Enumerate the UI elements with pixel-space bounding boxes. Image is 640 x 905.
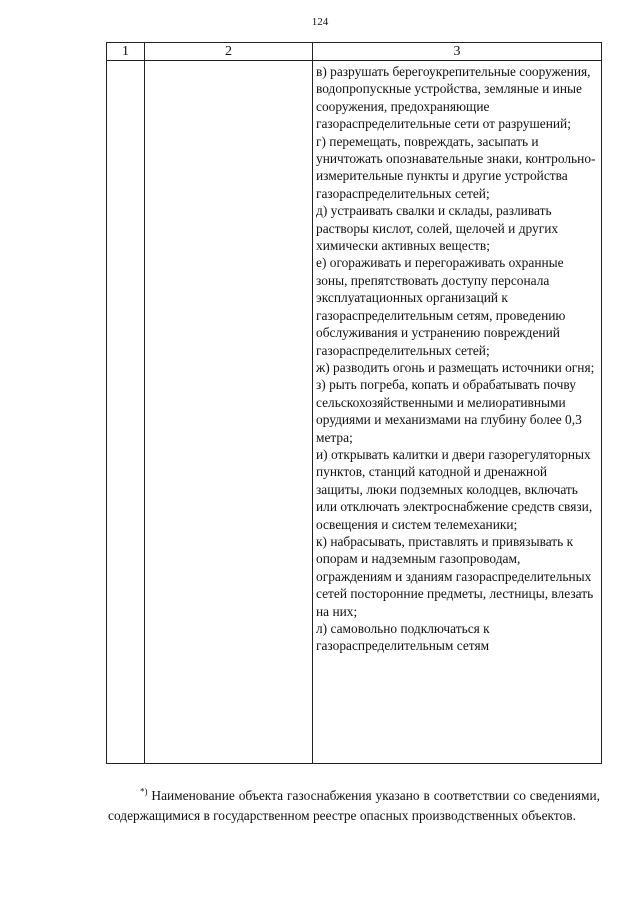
list-item: в) разрушать берегоукрепительные сооружения, водопропускные устройства, земляные и иные сооружения, предохраняющие газораспределительные сети от разрушений; bbox=[316, 64, 591, 132]
footnote bbox=[108, 786, 600, 826]
column-1-cell bbox=[107, 61, 145, 764]
table-row bbox=[107, 61, 602, 764]
column-header-1: 1 bbox=[107, 43, 145, 61]
footnote-text: Наименование объекта газоснабжения указано в соответствии со сведениями, содержащимися в государственном реестре опасных производственных объектов. bbox=[108, 788, 600, 823]
column-2-cell bbox=[145, 61, 313, 764]
list-item: е) огораживать и перегораживать охранные зоны, препятствовать доступу персонала эксплуатационных организаций к газораспределительным сетям, проведению обслуживания и устранению повреждений газораспределительных сетей; bbox=[316, 255, 566, 358]
list-item: ж) разводить огонь и размещать источники огня; bbox=[316, 359, 595, 375]
column-header-2: 2 bbox=[145, 43, 313, 61]
column-3-cell bbox=[313, 61, 602, 764]
list-item: к) набрасывать, приставлять и привязывать к опорам и надземным газопроводам, ограждениям и зданиям газораспределительных сетей посторонние предметы, лестницы, влезать на них; bbox=[316, 533, 594, 619]
table-header-row bbox=[107, 43, 602, 61]
list-item: г) перемещать, повреждать, засыпать и уничтожать опознавательные знаки, контрольно-измерительные пункты и другие устройства газораспределительных сетей; bbox=[316, 133, 596, 201]
requirements-table bbox=[106, 42, 602, 764]
list-item: д) устраивать свалки и склады, разливать растворы кислот, солей, щелочей и других химически активных веществ; bbox=[316, 203, 559, 254]
list-item: л) самовольно подключаться к газораспределительным сетям bbox=[316, 621, 490, 654]
footnote-marker: *) bbox=[140, 786, 148, 797]
list-item: и) открывать калитки и двери газорегуляторных пунктов, станций катодной и дренажной защиты, люки подземных колодцев, включать или отключать электроснабжение средств связи, освещения и систем телемеханики; bbox=[316, 446, 593, 532]
list-item: з) рыть погреба, копать и обрабатывать почву сельскохозяйственными и мелиоративными орудиями и механизмами на глубину более 0,3 метра; bbox=[316, 377, 582, 445]
page-number: 124 bbox=[311, 16, 329, 28]
column-header-3: 3 bbox=[313, 43, 602, 61]
